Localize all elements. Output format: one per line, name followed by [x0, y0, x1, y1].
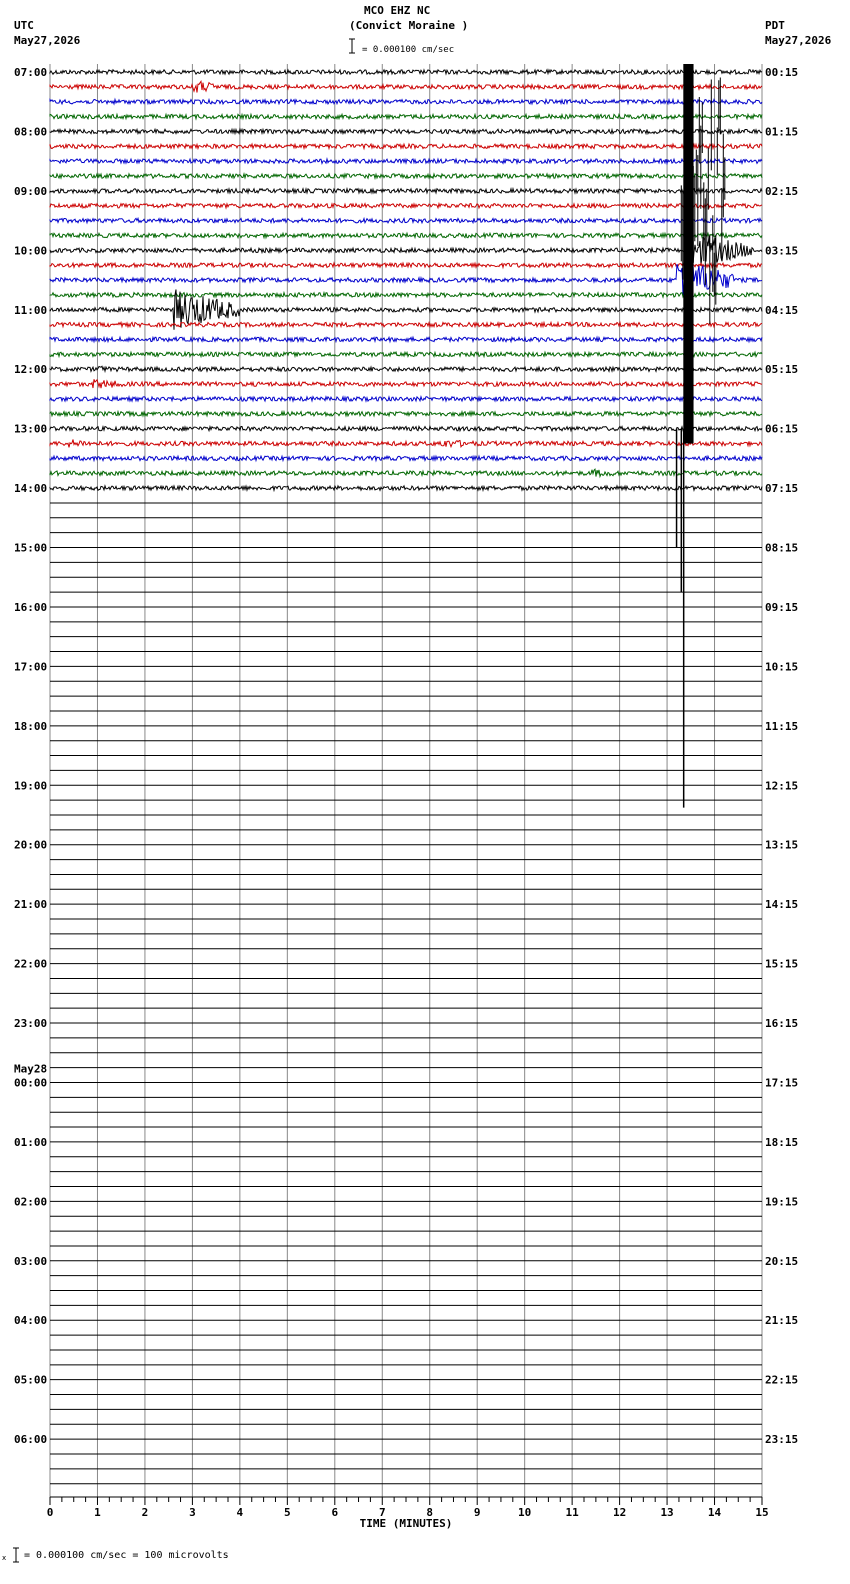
left-time-label: 13:00 [14, 422, 48, 436]
x-tick-label: 12 [612, 1506, 627, 1519]
x-tick-label: 6 [331, 1506, 339, 1519]
x-tick-label: 10 [518, 1506, 532, 1519]
x-tick-label: 2 [141, 1506, 149, 1519]
trace-row [50, 397, 762, 401]
right-time-label: 19:15 [765, 1195, 799, 1209]
trace-row [50, 427, 762, 431]
left-time-label: 09:00 [14, 184, 48, 198]
left-time-label: 18:00 [14, 719, 48, 733]
left-time-label: 08:00 [14, 125, 48, 139]
x-tick-label: 11 [565, 1506, 579, 1519]
right-time-label: 09:15 [765, 600, 799, 614]
right-time-label: 02:15 [765, 184, 799, 198]
trace-row [50, 469, 762, 476]
right-time-label: 00:15 [765, 66, 799, 79]
right-time-label: 18:15 [765, 1135, 799, 1149]
x-axis-label: TIME (MINUTES) [359, 1517, 453, 1530]
right-time-label: 14:15 [765, 898, 799, 912]
trace-row [50, 218, 762, 222]
left-time-label: 02:00 [14, 1195, 48, 1209]
right-time-label: 21:15 [765, 1314, 799, 1328]
left-time-label: 20:00 [14, 838, 48, 852]
x-tick-label: 15 [755, 1506, 769, 1519]
left-time-label: 00:00 [14, 1076, 48, 1090]
right-time-label: 15:15 [765, 957, 799, 971]
x-tick-label: 1 [94, 1506, 101, 1519]
left-time-label: 21:00 [14, 898, 48, 912]
trace-row [50, 263, 762, 267]
right-time-label: 10:15 [765, 660, 799, 674]
left-time-label: 03:00 [14, 1254, 48, 1268]
trace-row [50, 174, 762, 178]
trace-row [50, 144, 762, 148]
right-time-label: 05:15 [765, 363, 799, 377]
left-time-label: 10:00 [14, 244, 48, 258]
trace-row [50, 486, 762, 490]
x-tick-label: 7 [378, 1506, 386, 1519]
left-time-label: 04:00 [14, 1314, 48, 1328]
scale-bar-icon [348, 38, 356, 57]
right-time-label: 12:15 [765, 779, 799, 793]
right-time-label: 13:15 [765, 838, 799, 852]
left-time-label: 23:00 [14, 1017, 48, 1031]
trace-row [50, 352, 762, 356]
trace-row [50, 412, 762, 416]
station-location: (Convict Moraine ) [349, 19, 469, 32]
trace-row [50, 236, 762, 265]
left-time-label: 22:00 [14, 957, 48, 971]
trace-row [50, 81, 762, 92]
trace-row [50, 100, 762, 104]
x-tick-label: 0 [46, 1506, 54, 1519]
trace-row [50, 322, 762, 326]
left-time-label: 01:00 [14, 1135, 48, 1149]
x-tick-label: 5 [284, 1506, 291, 1519]
trace-row [50, 263, 762, 296]
trace-row [50, 159, 762, 163]
right-time-label: 03:15 [765, 244, 799, 258]
trace-row [50, 456, 762, 460]
svg-text:x: x [2, 1554, 7, 1562]
left-time-label: 12:00 [14, 363, 48, 377]
footer-scale-icon [2, 1546, 22, 1567]
scale-label: = 0.000100 cm/sec [362, 45, 455, 55]
x-tick-label: 9 [473, 1506, 481, 1519]
right-time-label: 06:15 [765, 422, 799, 436]
right-time-label: 20:15 [765, 1254, 799, 1268]
left-time-label: 06:00 [14, 1433, 48, 1447]
x-tick-label: 4 [236, 1506, 244, 1519]
left-time-label: 19:00 [14, 779, 48, 793]
right-date: May27,2026 [765, 34, 832, 47]
x-tick-label: 13 [660, 1506, 674, 1519]
trace-row [50, 379, 762, 388]
trace-row [50, 440, 762, 448]
trace-row [50, 129, 762, 133]
left-timezone: UTC [14, 19, 34, 32]
x-tick-label: 14 [707, 1506, 722, 1519]
trace-row [50, 293, 762, 297]
right-time-label: 07:15 [765, 482, 799, 496]
trace-row [50, 337, 762, 341]
left-date-label: May28 [14, 1062, 48, 1076]
left-time-label: 15:00 [14, 541, 48, 555]
right-timezone: PDT [765, 19, 785, 32]
right-time-label: 08:15 [765, 541, 799, 555]
left-date: May27,2026 [14, 34, 81, 47]
left-time-label: 16:00 [14, 600, 48, 614]
right-time-label: 11:15 [765, 719, 799, 733]
right-time-label: 17:15 [765, 1076, 799, 1090]
x-tick-label: 8 [426, 1506, 434, 1519]
trace-row [50, 189, 762, 193]
trace-row [50, 233, 762, 237]
left-time-label: 14:00 [14, 482, 48, 496]
trace-row [50, 204, 762, 208]
left-time-label: 17:00 [14, 660, 48, 674]
right-time-label: 04:15 [765, 303, 799, 317]
trace-row [50, 114, 762, 118]
right-time-label: 01:15 [765, 125, 799, 139]
x-tick-label: 3 [189, 1506, 196, 1519]
right-time-label: 22:15 [765, 1373, 799, 1387]
left-time-label: 11:00 [14, 303, 48, 317]
footer-scale-note: = 0.000100 cm/sec = 100 microvolts [24, 1550, 229, 1561]
right-time-label: 16:15 [765, 1017, 799, 1031]
trace-row [50, 70, 762, 74]
left-time-label: 07:00 [14, 66, 48, 79]
right-time-label: 23:15 [765, 1433, 799, 1447]
station-title: MCO EHZ NC [364, 4, 431, 17]
left-time-label: 05:00 [14, 1373, 48, 1387]
trace-row [50, 366, 762, 371]
